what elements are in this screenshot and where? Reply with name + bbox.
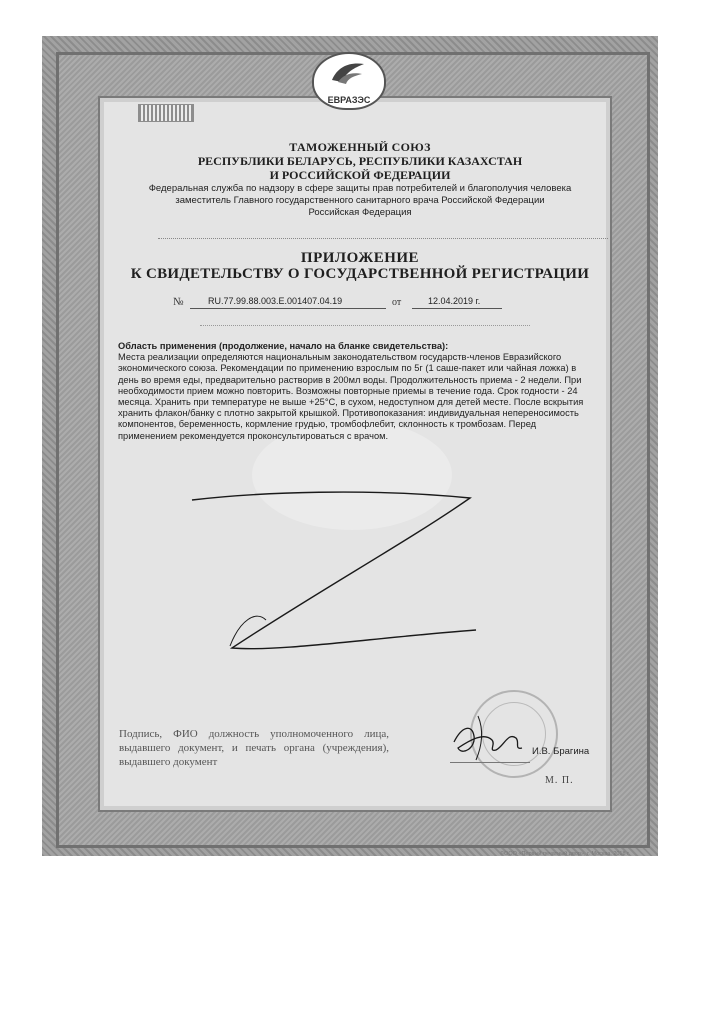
microtext-line-2 <box>200 325 530 326</box>
document-title-line2: К СВИДЕТЕЛЬСТВУ О ГОСУДАРСТВЕННОЙ РЕГИСТРАЦИИ <box>130 266 590 282</box>
issuing-agency <box>110 183 610 219</box>
signature-field-label: Подпись, ФИО должность уполномоченного лица, выдавшего документ, и печать органа (учреждения), выдавшего документ <box>119 728 389 768</box>
eurasec-emblem-icon <box>312 52 386 110</box>
stamp-place-label: М. П. <box>545 775 574 786</box>
signature-underline <box>450 762 530 763</box>
signer-name: И.В. Брагина <box>532 746 590 757</box>
scope-of-application <box>118 341 594 442</box>
date-underline <box>412 308 502 309</box>
handwritten-z-signature <box>170 470 490 670</box>
registration-number: RU.77.99.88.003.E.001407.04.19 <box>208 296 343 306</box>
customs-union-heading: ТАМОЖЕННЫЙ СОЮЗ <box>289 140 431 154</box>
emblem-label: ЕВРАЗЭС <box>327 95 371 105</box>
scope-text: Места реализации определяются национальным законодательством государств-членов Евразийского экономического союза. Рекомендации по применению взрослым по 5г (1 саше-пакет или чайная ложка) в день во время еды, предварительно растворив в 200мл воды. Продолжительность приема - 2 недели. При необходимости прием можно повторить. Возможны повторные приемы в течение года. Срок годности - 24 месяца. Хранить при температуре не выше +25°С, в сухом, недоступном для детей месте. После вскрытия хранить флакон/банку с плотно закрытой крышкой. Противопоказания: индивидуальная непереносимость компонентов, беременность, кормление грудью, тромбофлебит, склонность к тромбозам. Перед применением рекомендуется проконсультироваться с врачом. <box>118 352 584 441</box>
printer-note: ©ООО «Первый печатный двор», г. Москва, 2018 г. <box>500 851 630 857</box>
agency-line1: Федеральная служба по надзору в сфере защиты прав потребителей и благополучия человека <box>148 183 572 194</box>
document-title-line1: ПРИЛОЖЕНИЕ <box>300 250 420 266</box>
microtext-line <box>158 238 608 243</box>
republics-heading-line2: И РОССИЙСКОЙ ФЕДЕРАЦИИ <box>269 168 451 182</box>
number-sign: № <box>173 296 184 308</box>
agency-line3: Российская Федерация <box>308 207 412 218</box>
republics-heading-line1: РЕСПУБЛИКИ БЕЛАРУСЬ, РЕСПУБЛИКИ КАЗАХСТАН <box>197 154 523 168</box>
scope-lead: Область применения (продолжение, начало на бланке свидетельства): <box>118 341 449 351</box>
official-signature <box>448 712 528 764</box>
serial-number-pattern <box>138 104 194 122</box>
number-underline <box>190 308 386 309</box>
date-from-label: от <box>392 297 402 308</box>
agency-line2: заместитель Главного государственного санитарного врача Российской Федерации <box>175 195 545 206</box>
registration-date: 12.04.2019 г. <box>428 296 481 306</box>
